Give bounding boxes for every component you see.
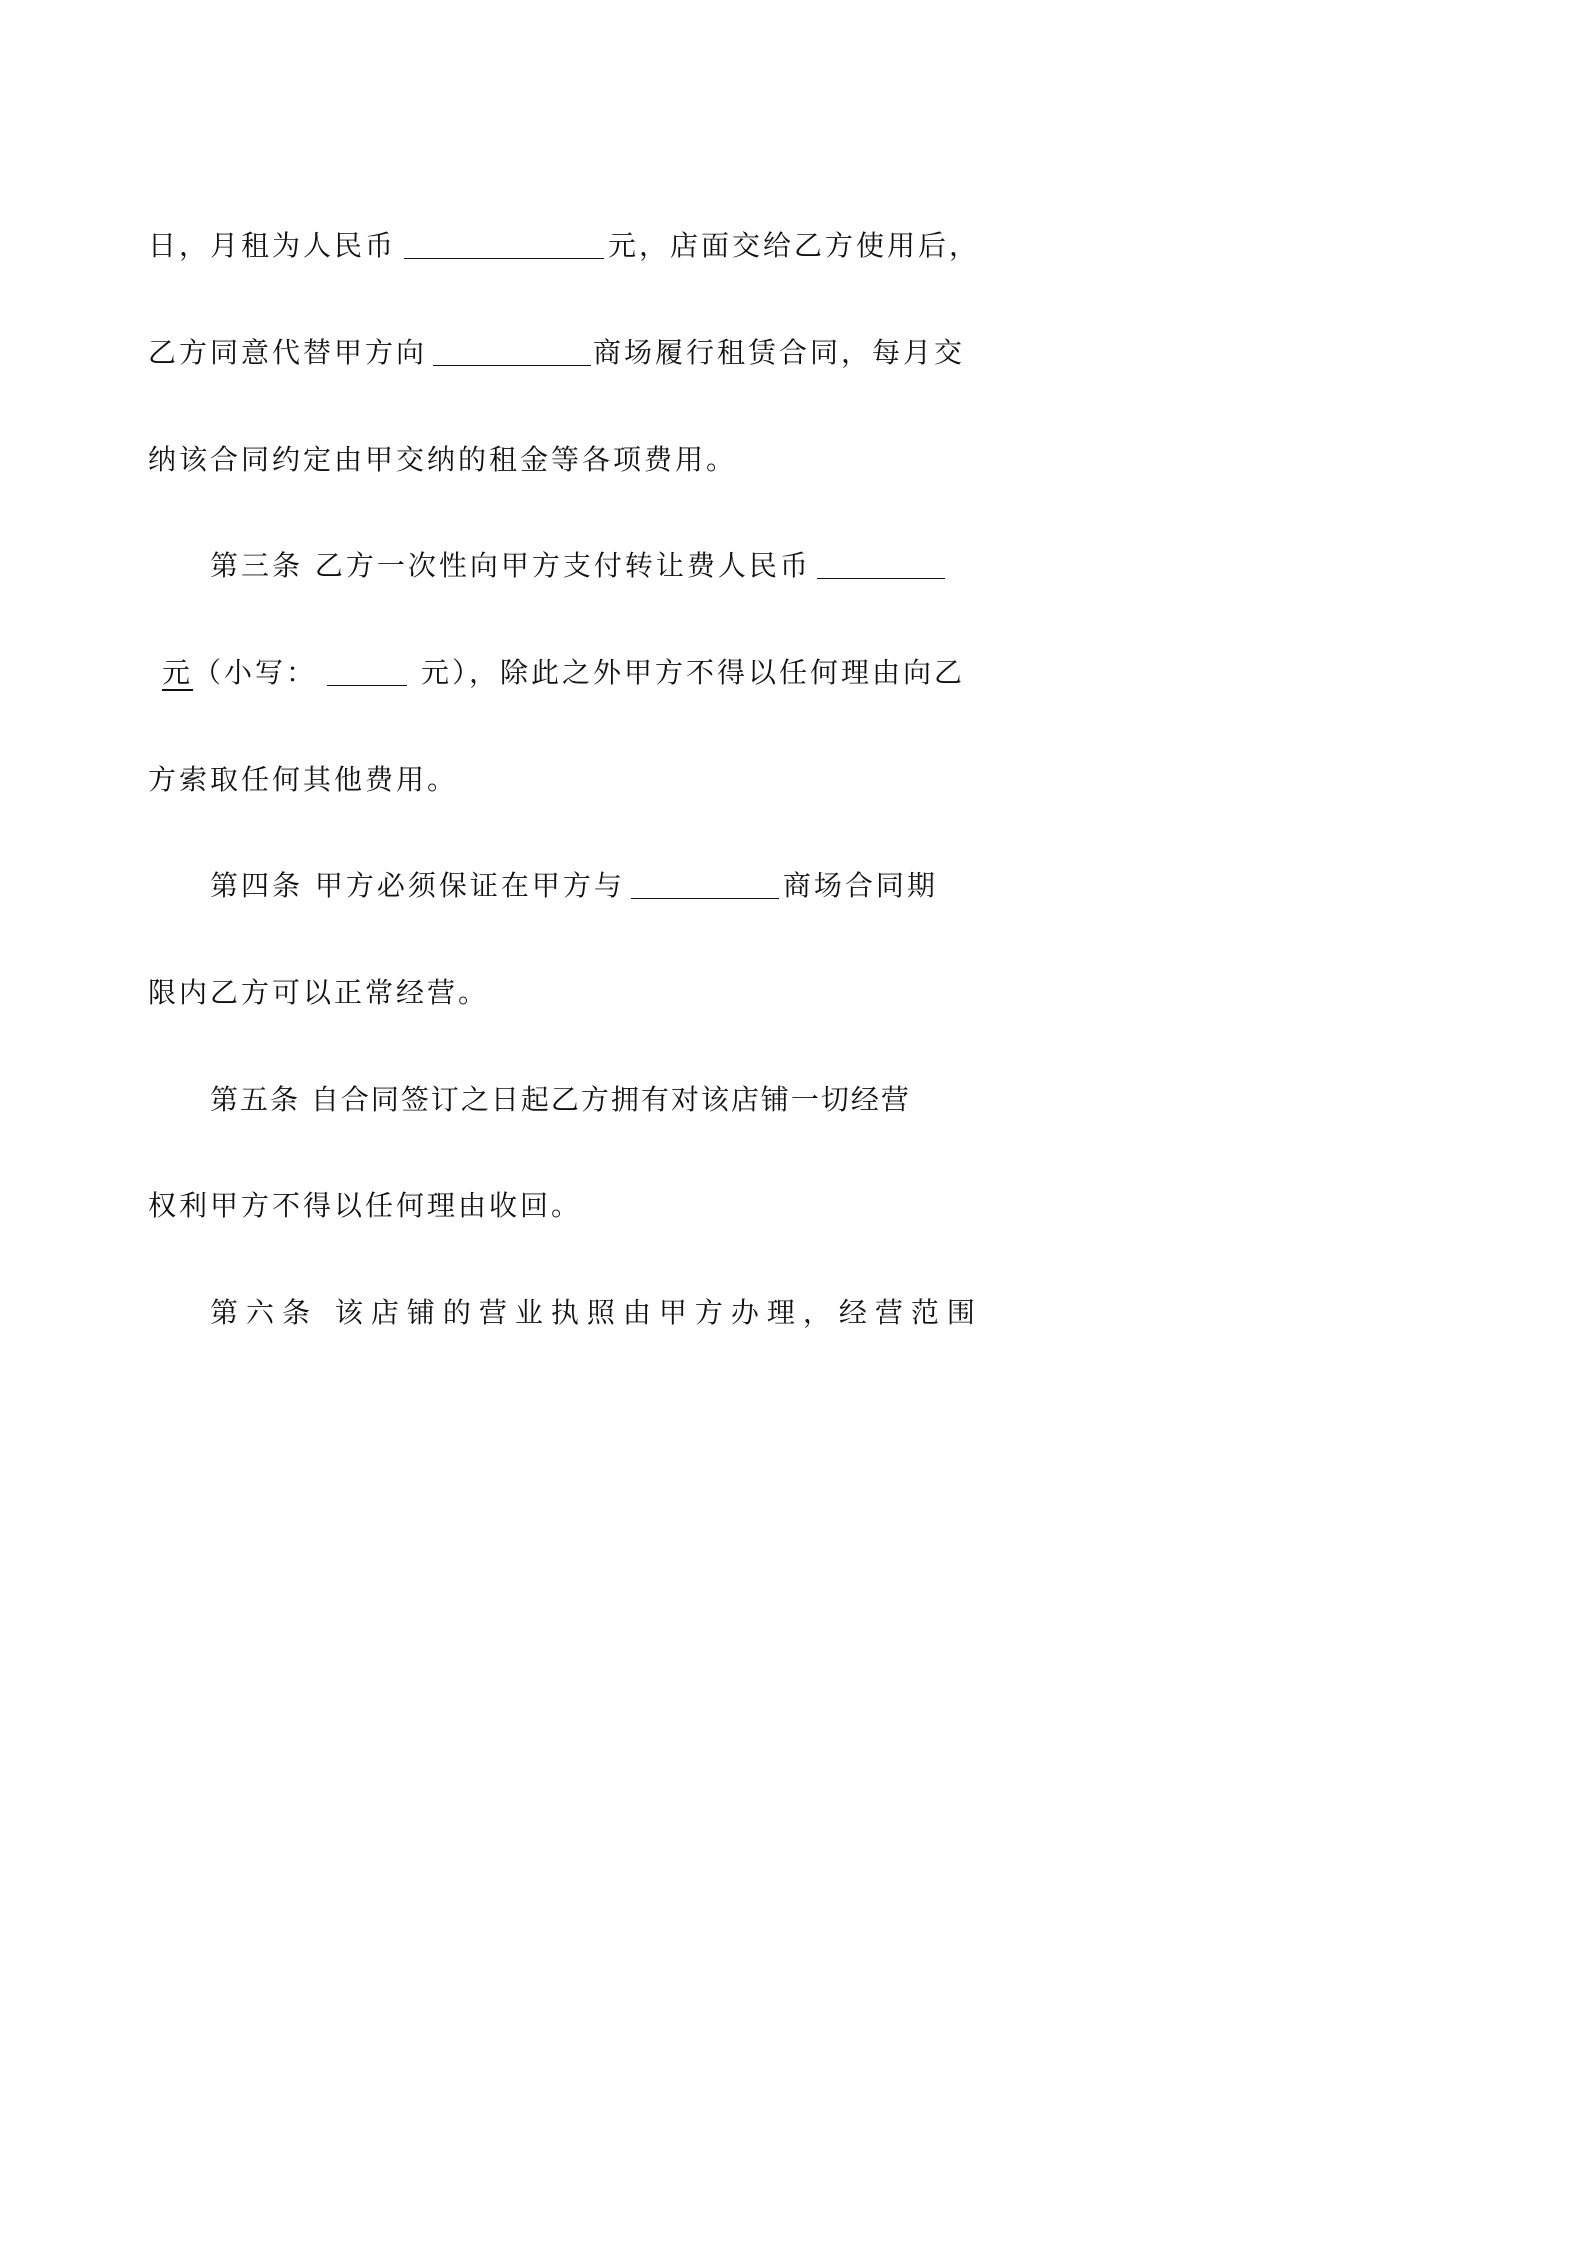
rent-line-2-text-a: 乙方同意代替甲方向 — [148, 336, 428, 369]
article-3-line-2-text-b: （小写： — [193, 656, 318, 689]
transfer-fee-blank — [817, 548, 945, 579]
rent-line-1-text-a: 日，月租为人民币 — [148, 229, 397, 262]
rent-line-2 — [148, 333, 966, 373]
article-6-line-1 — [148, 1293, 1022, 1333]
article-5-line-2-text: 权利甲方不得以任何理由收回。 — [148, 1189, 583, 1222]
article-4-line-1 — [148, 866, 1022, 906]
monthly-rent-blank — [404, 228, 604, 259]
mall-name-blank — [433, 335, 591, 366]
document-page — [0, 0, 1104, 1562]
article-3-line-1 — [148, 546, 1022, 586]
article-5-line-1 — [148, 1080, 1022, 1120]
article-4-line-2 — [148, 973, 960, 1013]
rent-line-1 — [148, 226, 981, 266]
rent-line-3-text: 纳该合同约定由甲交纳的租金等各项费用。 — [148, 443, 738, 476]
article-4-mall-blank — [631, 868, 779, 899]
article-5-line-1-text: 第五条 自合同签订之日起乙方拥有对该店铺一切经营 — [210, 1083, 911, 1116]
rent-line-3 — [148, 440, 960, 480]
article-4-line-2-text: 限内乙方可以正常经营。 — [148, 976, 490, 1009]
article-3-line-3-text: 方索取任何其他费用。 — [148, 763, 459, 796]
rent-line-2-text-b: 商场履行租赁合同，每月交 — [593, 336, 966, 369]
article-3-yuan-underlined: 元 — [162, 656, 194, 689]
article-3-line-3 — [148, 760, 960, 800]
amount-figures-blank — [327, 655, 407, 686]
article-3-line-2-text-c: 元），除此之外甲方不得以任何理由向乙 — [421, 656, 966, 689]
article-4-line-1-text-a: 第四条 甲方必须保证在甲方与 — [210, 869, 625, 902]
article-4-line-1-text-b: 商场合同期 — [782, 869, 938, 902]
article-3-line-1-text: 第三条 乙方一次性向甲方支付转让费人民币 — [210, 549, 811, 582]
article-5-line-2 — [148, 1186, 960, 1226]
article-3-line-2 — [148, 653, 966, 693]
rent-line-1-text-b: 元，店面交给乙方使用后， — [608, 229, 981, 262]
article-6-line-1-text: 第六条 该店铺的营业执照由甲方办理，经营范围 — [210, 1296, 983, 1329]
